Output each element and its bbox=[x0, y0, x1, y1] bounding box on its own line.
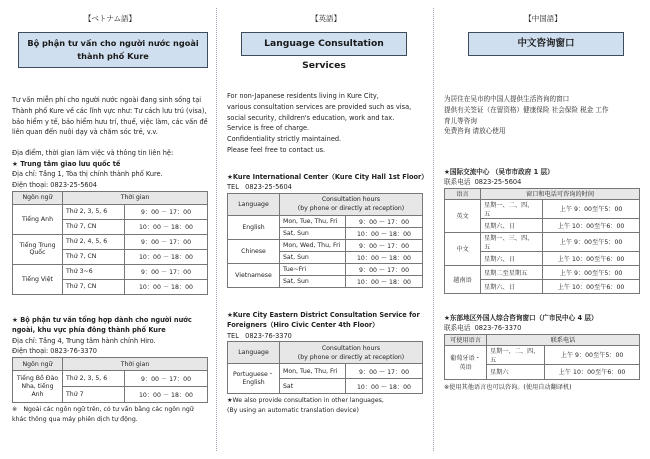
intro-text bbox=[227, 91, 425, 156]
days-cell: Thứ 2, 3, 5, 6 bbox=[63, 204, 125, 219]
footnote-line: (By using an automatic translation device) bbox=[227, 406, 359, 414]
office-address: Địa chỉ: Tầng 1, Tòa thị chính thành phố Kure. bbox=[12, 169, 163, 178]
days-cell: Thứ 3~6 bbox=[63, 264, 125, 279]
time-cell: 上午 9：00至午5：00 bbox=[545, 345, 640, 364]
time-cell: 10：00 ～ 18：00 bbox=[346, 379, 423, 394]
office-name: ★ Trung tâm giao lưu quốc tế bbox=[12, 159, 121, 168]
hours-table bbox=[12, 191, 208, 295]
intro-line: 育儿等咨询 bbox=[444, 116, 477, 125]
time-cell: 上午 9：00至午5：00 bbox=[543, 232, 640, 251]
intro-line: various consultation services are provided such as visa, bbox=[227, 102, 412, 111]
language-cell: 越南语 bbox=[445, 265, 481, 293]
footnote: ※ Ngoài các ngôn ngữ trên, có tư vấn bằng các ngôn ngữ khác thông qua máy phiên dịch tự động. bbox=[12, 406, 194, 423]
language-cell: English bbox=[228, 215, 280, 239]
footnote bbox=[227, 396, 425, 415]
tel-label: 联系电话 bbox=[444, 178, 471, 187]
table-header: Language bbox=[228, 193, 280, 215]
time-cell: 上午 10：00至午6：00 bbox=[543, 279, 640, 293]
language-cell: Portuguese・English bbox=[228, 364, 280, 394]
days-cell: 星期六、日 bbox=[481, 218, 543, 232]
days-cell: Sat bbox=[280, 379, 346, 394]
table-header: Ngôn ngữ bbox=[13, 191, 63, 204]
office-name: ★国际交流中心 （吴市市政府 1 层） bbox=[444, 168, 554, 177]
time-cell: 9：00 ～ 17：00 bbox=[346, 239, 423, 251]
language-cell: Tiếng Bồ Đào Nha, tiếng Anh bbox=[13, 371, 63, 403]
time-cell: 10：00 － 18：00 bbox=[125, 249, 208, 264]
intro-line: Please feel free to contact us. bbox=[227, 145, 326, 154]
days-cell: 星期一、三、四、五 bbox=[481, 232, 543, 251]
footnote: ※使用其他语言也可以咨询。(使用自动翻译机) bbox=[444, 383, 572, 391]
language-cell: Tiếng Anh bbox=[13, 204, 63, 234]
language-tag: 【ベトナム語】 bbox=[83, 14, 137, 23]
intro-text: Tư vấn miễn phí cho người nước ngoài đang sinh sống tại Thành phố Kure về các lĩnh vực như: Tư cách lưu trú (visa), bảo hiểm y tế, bảo hiểm hưu trí, thuế, việc làm, các vấn đề liên quan đến nuôi dạy và chăm sóc trẻ, v.v. bbox=[12, 96, 208, 137]
time-cell: 上午 10：00至午6：00 bbox=[543, 251, 640, 265]
tel-label: TEL bbox=[227, 331, 239, 340]
hours-table bbox=[12, 357, 208, 403]
time-cell: 9：00 ～ 17：00 bbox=[346, 215, 423, 227]
hours-table bbox=[444, 188, 640, 294]
tel-number: 0823-76-3370 bbox=[474, 323, 522, 332]
language-tag: 【英語】 bbox=[311, 14, 341, 23]
language-cell: 葡萄牙语・英语 bbox=[445, 345, 487, 379]
days-cell: 星期二至星期五 bbox=[481, 265, 543, 279]
office-name: ★Kure International Center（Kure City Hall 1st Floor） bbox=[227, 172, 428, 181]
time-cell: 9：00 － 17：00 bbox=[125, 204, 208, 219]
time-cell: 10：00 － 18：00 bbox=[125, 387, 208, 403]
table-header: Thời gian bbox=[63, 191, 208, 204]
days-cell: Thứ 2, 3, 5, 6 bbox=[63, 371, 125, 387]
office-phone bbox=[227, 331, 425, 342]
language-cell: Vietnamese bbox=[228, 263, 280, 287]
days-cell: 星期六 bbox=[487, 364, 545, 379]
intro-line: 提供有关签证（在留资格）健康保险 社会保险 税金 工作 bbox=[444, 105, 609, 114]
table-header-sub: (by phone or directly at reception) bbox=[297, 353, 405, 361]
intro-line: social security, children's education, work and tax. bbox=[227, 113, 395, 122]
table-header: Ngôn ngữ bbox=[13, 358, 63, 371]
time-cell: 上午 9：00至午5：00 bbox=[543, 265, 640, 279]
table-header: 窗口和电话可咨询的时间 bbox=[481, 188, 640, 199]
table-header: Language bbox=[228, 342, 280, 364]
days-cell: 星期一、二、四、五 bbox=[481, 199, 543, 218]
office-phone bbox=[444, 177, 642, 188]
intro-line: Confidentiality strictly maintained. bbox=[227, 135, 342, 144]
time-cell: 9：00 － 17：00 bbox=[125, 234, 208, 249]
language-cell: 英文 bbox=[445, 199, 481, 232]
days-cell: 星期一、二、四、五 bbox=[487, 345, 545, 364]
language-tag: 【中国語】 bbox=[524, 14, 562, 23]
days-cell: Sat, Sun bbox=[280, 251, 346, 263]
days-cell: Sat, Sun bbox=[280, 227, 346, 239]
info-line: Địa điểm, thời gian làm việc và thông tin liên hệ: bbox=[12, 149, 174, 158]
time-cell: 10：00 ～ 18：00 bbox=[346, 227, 423, 239]
days-cell: Mon, Tue, Thu, Fri bbox=[280, 364, 346, 379]
intro-line: Service is free of charge. bbox=[227, 124, 310, 133]
table-header: 联系电话 bbox=[487, 334, 640, 345]
tel-number: 0823-76-3370 bbox=[245, 331, 292, 340]
section-title: Language Consultation Services bbox=[241, 32, 407, 56]
days-cell: 星期六、日 bbox=[481, 279, 543, 293]
english-section bbox=[217, 0, 431, 459]
intro-line: For non-Japanese residents living in Kure City, bbox=[227, 92, 379, 100]
office-phone bbox=[227, 182, 425, 193]
table-header: 可使用语言 bbox=[445, 334, 487, 345]
intro-text bbox=[444, 94, 642, 137]
hours-table bbox=[227, 193, 423, 288]
vietnamese-section bbox=[0, 0, 214, 459]
table-header: Thời gian bbox=[63, 358, 208, 371]
intro-line: 免费咨询 请放心使用 bbox=[444, 127, 506, 136]
days-cell: Thứ 2, 4, 5, 6 bbox=[63, 234, 125, 249]
days-cell: 星期六、日 bbox=[481, 251, 543, 265]
time-cell: 9：00 ～ 17：00 bbox=[346, 263, 423, 275]
days-cell: Mon, Wed, Thu, Fri bbox=[280, 239, 346, 251]
table-header: 语言 bbox=[445, 188, 481, 199]
office-phone bbox=[444, 323, 642, 334]
time-cell: 10：00 － 18：00 bbox=[125, 279, 208, 294]
days-cell: Tue~Fri bbox=[280, 263, 346, 275]
days-cell: Thứ 7 bbox=[63, 387, 125, 403]
office-phone: Điện thoại: 0823-25-5604 bbox=[12, 180, 97, 189]
tel-number: 0823-25-5604 bbox=[474, 178, 522, 187]
section-title: 中文咨询窗口 bbox=[468, 32, 624, 56]
time-cell: 上午 10：00至午6：00 bbox=[543, 218, 640, 232]
office-name: ★东部地区外国人综合咨询窗口（广市民中心 4 层） bbox=[444, 313, 598, 322]
office-address: Địa chỉ: Tầng 4, Trung tâm hành chính Hiro. bbox=[12, 336, 156, 345]
language-cell: 中文 bbox=[445, 232, 481, 265]
chinese-section bbox=[434, 0, 650, 459]
hours-table bbox=[227, 341, 423, 394]
days-cell: Mon, Tue, Thu, Fri bbox=[280, 215, 346, 227]
language-cell: Tiếng Trung Quốc bbox=[13, 234, 63, 264]
time-cell: 9：00 － 17：00 bbox=[125, 264, 208, 279]
time-cell: 10：00 － 18：00 bbox=[125, 219, 208, 234]
office-name: ★Kure City Eastern District Consultation Service for Foreigners（Hiro Civic Center 4th Floor） bbox=[227, 310, 420, 330]
office-name: ★ Bộ phận tư vấn tổng hợp dành cho người nước ngoài, khu vực phía đông thành phố Kure bbox=[12, 315, 192, 335]
table-header: Consultation hours bbox=[321, 344, 381, 352]
section-title: Bộ phận tư vấn cho người nước ngoài thành phố Kure bbox=[18, 32, 208, 68]
tel-number: 0823-25-5604 bbox=[245, 182, 292, 191]
time-cell: 10：00 ～ 18：00 bbox=[346, 275, 423, 287]
time-cell: 上午 10：00至午6：00 bbox=[545, 364, 640, 379]
intro-line: 为居住在吴市的中国人提供生活咨询的窗口 bbox=[444, 95, 570, 103]
days-cell: Thứ 7, CN bbox=[63, 249, 125, 264]
table-header-sub: (by phone or directly at reception) bbox=[297, 205, 405, 213]
tel-label: 联系电话 bbox=[444, 323, 471, 332]
language-cell: Chinese bbox=[228, 239, 280, 263]
office-phone: Điện thoại: 0823-76-3370 bbox=[12, 347, 97, 356]
time-cell: 9：00 － 17：00 bbox=[125, 371, 208, 387]
days-cell: Thứ 7, CN bbox=[63, 279, 125, 294]
days-cell: Sat, Sun bbox=[280, 275, 346, 287]
footnote-line: ★We also provide consultation in other languages, bbox=[227, 397, 384, 405]
time-cell: 9：00 ～ 17：00 bbox=[346, 364, 423, 379]
hours-table bbox=[444, 334, 640, 380]
tel-label: TEL bbox=[227, 182, 239, 191]
time-cell: 10：00 ～ 18：00 bbox=[346, 251, 423, 263]
time-cell: 上午 9：00至午5：00 bbox=[543, 199, 640, 218]
days-cell: Thứ 7, CN bbox=[63, 219, 125, 234]
table-header: Consultation hours bbox=[321, 196, 381, 204]
language-cell: Tiếng Việt bbox=[13, 264, 63, 294]
